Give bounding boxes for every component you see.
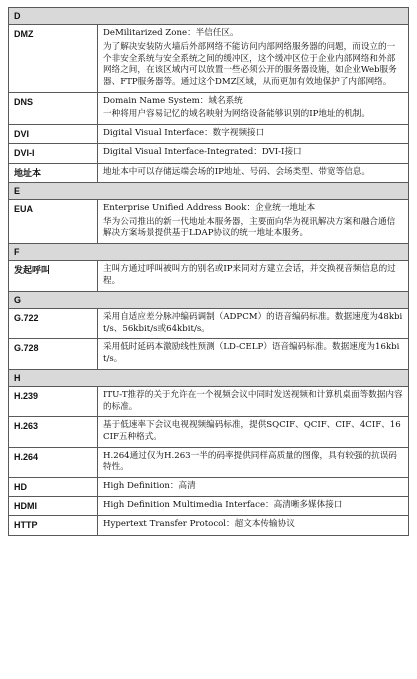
glossary-term: HTTP [9, 516, 98, 535]
glossary-row [9, 92, 409, 124]
glossary-definition: High Definition：高清 [103, 481, 196, 491]
glossary-detail: 一种将用户容易记忆的域名映射为网络设备能够识别的IP地址的机制。 [103, 109, 370, 120]
glossary-term: H.263 [9, 417, 98, 447]
section-header-row [9, 369, 409, 386]
glossary-definition: Digital Visual Interface：数字视频接口 [103, 128, 265, 139]
glossary-row [9, 478, 409, 497]
glossary-definition-cell [98, 199, 409, 243]
glossary-term: DVI-I [9, 144, 98, 163]
glossary-definition: Digital Visual Interface-Integrated：DVI-I接口 [103, 147, 302, 158]
glossary-definition-cell [98, 339, 409, 369]
section-header-row [9, 8, 409, 25]
glossary-definition-cell [98, 516, 409, 535]
glossary-body [9, 8, 409, 536]
glossary-row [9, 25, 409, 92]
glossary-definition: ITU-T推荐的关于允许在一个视频会议中同时发送视频和计算机桌面等数据内容的标准。 [103, 389, 403, 412]
glossary-definition-cell [98, 92, 409, 124]
section-header-row [9, 182, 409, 199]
section-letter: E [9, 182, 409, 199]
glossary-definition-cell [98, 163, 409, 182]
glossary-definition: 基于低速率下会议电视视频编码标准，提供SQCIF、QCIF、CIF、4CIF、16CIF五种格式。 [103, 420, 401, 442]
glossary-term: HD [9, 478, 98, 497]
glossary-definition-cell [98, 261, 409, 291]
glossary-table [8, 7, 409, 536]
glossary-definition-cell [98, 386, 409, 416]
glossary-definition-cell [98, 308, 409, 338]
glossary-row [9, 125, 409, 144]
glossary-term: DNS [9, 92, 98, 124]
glossary-definition: H.264通过仅为H.263一半的码率提供同样高质量的图像，具有较强的抗误码特性。 [103, 450, 397, 473]
glossary-definition: Enterprise Unified Address Book：企业统一地址本 [103, 202, 316, 213]
section-letter: D [9, 8, 409, 25]
glossary-definition: Domain Name System：域名系统 [103, 95, 243, 106]
section-header-row [9, 291, 409, 308]
glossary-definition-cell [98, 417, 409, 447]
glossary-row [9, 163, 409, 182]
section-letter: H [9, 369, 409, 386]
section-letter: F [9, 244, 409, 261]
glossary-term: HDMI [9, 497, 98, 516]
glossary-definition-cell [98, 125, 409, 144]
glossary-definition-cell [98, 447, 409, 477]
glossary-term: 发起呼叫 [9, 261, 98, 291]
glossary-term: DMZ [9, 25, 98, 92]
glossary-row [9, 447, 409, 477]
glossary-definition-cell [98, 478, 409, 497]
glossary-definition: 主叫方通过呼叫被叫方的别名或IP来同对方建立会话，并交换视音频信息的过程。 [103, 264, 396, 286]
section-header-row [9, 244, 409, 261]
glossary-row [9, 261, 409, 291]
glossary-row [9, 516, 409, 535]
glossary-term: G.722 [9, 308, 98, 338]
glossary-row [9, 144, 409, 163]
glossary-term: H.264 [9, 447, 98, 477]
glossary-definition-cell [98, 25, 409, 92]
glossary-term: DVI [9, 125, 98, 144]
glossary-term: H.239 [9, 386, 98, 416]
glossary-definition-cell [98, 144, 409, 163]
glossary-row [9, 308, 409, 338]
glossary-definition: High Definition Multimedia Interface：高清晰多媒体接口 [103, 500, 343, 511]
glossary-definition: 地址本中可以存储远端会场的IP地址、号码、会场类型、带宽等信息。 [103, 166, 370, 177]
glossary-term: EUA [9, 199, 98, 243]
glossary-definition: 采用低时延码本激励线性预测（LD-CELP）语音编码标准。数据速度为16kbit/s。 [103, 342, 400, 364]
glossary-definition: Hypertext Transfer Protocol：超文本传输协议 [103, 519, 295, 530]
glossary-definition-cell [98, 497, 409, 516]
glossary-row [9, 199, 409, 243]
glossary-row [9, 386, 409, 416]
glossary-row [9, 417, 409, 447]
glossary-definition: DeMilitarized Zone：半信任区。 [103, 28, 239, 39]
glossary-definition: 采用自适应差分脉冲编码调制（ADPCM）的语音编码标准。数据速度为48kbit/s、56kbit/s或64kbit/s。 [103, 311, 403, 334]
glossary-detail: 华为公司推出的新一代地址本服务器，主要面向华为视讯解决方案和融合通信解决方案场景提供基于LDAP协议的统一地址本服务。 [103, 216, 396, 239]
section-letter: G [9, 291, 409, 308]
glossary-term: 地址本 [9, 163, 98, 182]
glossary-term: G.728 [9, 339, 98, 369]
glossary-row [9, 497, 409, 516]
glossary-row [9, 339, 409, 369]
glossary-detail: 为了解决安装防火墙后外部网络不能访问内部网络服务器的问题，而设立的一个非安全系统与安全系统之间的缓冲区，这个缓冲区位于企业内部网络和外部网络之间，在该区域内可以放置一些必须公开的服务器设施，如企业Web服务器、FTP服务器等。通过这个DMZ区域，从而更加有效地保护了内部网络。 [103, 41, 397, 87]
